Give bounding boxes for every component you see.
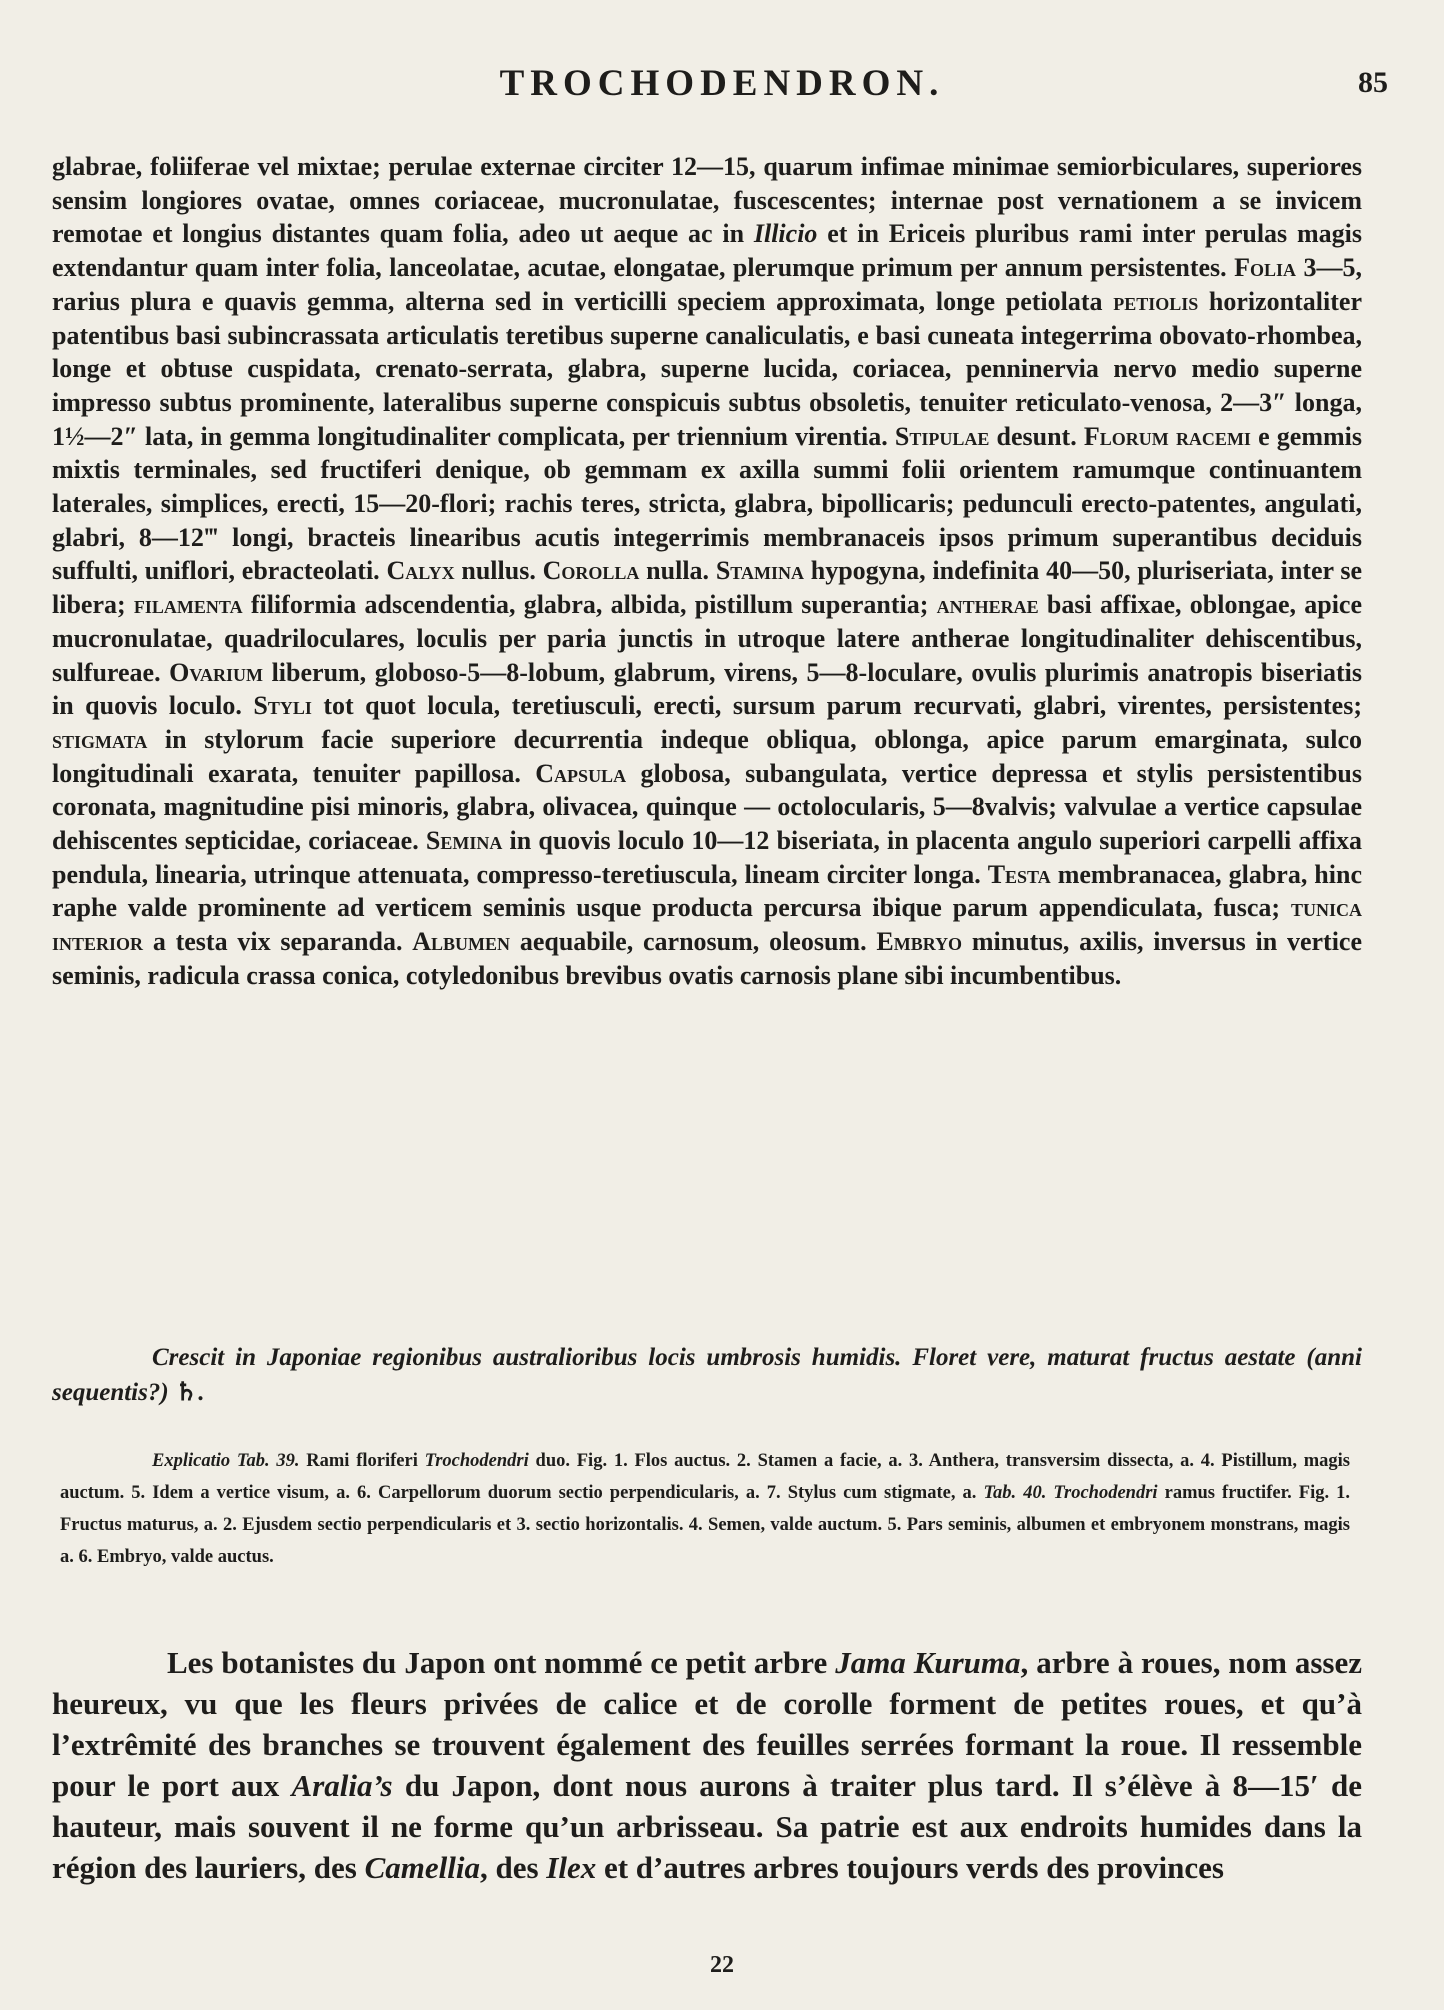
text-run: , arbre à roues, nom assez heureux, vu que les fleurs privées de calice et de corolle forment de petites roues, et qu’à l’extrêmité des branches se trouvent également des feuilles serrées formant la roue. Il ressemble pour le port aux	[52, 1645, 1362, 1803]
genus-name-ilex: Ilex	[546, 1850, 597, 1885]
term-racemi: racemi	[1175, 421, 1251, 451]
term-filamenta: filamenta	[133, 590, 243, 620]
text-run: e gemmis mixtis terminales, sed fructiferi denique, ob gemmam ex axilla summi folii orientem ramumque continuantem laterales, simplices, erecti, 15—20-flori; rachis teres, stricta, glabra, bipollicaris; pedunculi erecto-patentes, angulati, glabri, 8—12‴ longi, bracteis linearibus acutis integerrimis membranaceis ipsos primum superantibus deciduis suffulti, uniflori, ebracteolati.	[52, 421, 1362, 586]
plate-explanation	[60, 1445, 1350, 1573]
term-testa: Testa	[987, 859, 1051, 889]
term-stigmata: stigmata	[52, 724, 148, 754]
text-run: , des	[479, 1850, 547, 1885]
text-run: ramus fructifer. Fig. 1. Fructus maturus, a. 2. Ejusdem sectio perpendicularis et 3. sectio horizontalis. 4. Semen, valde auctum. 5. Pars seminis, albumen et embryonem monstrans, magis a. 6. Embryo, valde auctus.	[60, 1483, 1351, 1567]
page-number: 85	[1358, 66, 1388, 99]
text-run: du Japon, dont nous aurons à traiter plus tard. Il s’élève à 8—15′ de hauteur, mais souvent il ne forme qu’un arbrisseau. Sa patrie est aux endroits humides dans la région des lauriers, des	[52, 1768, 1362, 1885]
explicatio-paragraph	[60, 1445, 1350, 1573]
term-florum: Florum	[1083, 421, 1169, 451]
japanese-name: Jama Kuruma	[835, 1645, 1021, 1680]
text-run: et d’autres arbres toujours verds des provinces	[596, 1850, 1224, 1885]
term-albumen: Albumen	[412, 927, 511, 957]
term-petiolis: petiolis	[1113, 286, 1199, 316]
term-capsula: Capsula	[535, 758, 627, 788]
habitat-text: Crescit in Japoniae regionibus australioribus locis umbrosis humidis. Floret vere, maturat fructus aestate (anni sequentis?)	[52, 1344, 1362, 1406]
text-run: desunt.	[989, 421, 1084, 451]
genus-name-camellia: Camellia	[364, 1850, 480, 1885]
term-folia: Folia	[1234, 253, 1297, 283]
text-run: in stylorum facie superiore decurrentia indeque obliqua, oblonga, apice parum emarginata, sulco longitudinali exarata, tenuiter papillosa.	[52, 724, 1362, 788]
genus-name-illicium: Illicio	[753, 219, 818, 249]
genus-name-trochodendron: Trochodendri	[424, 1451, 529, 1471]
shrub-symbol: ♄.	[174, 1379, 204, 1406]
genus-name-aralia: Aralia’s	[291, 1768, 393, 1803]
text-run: Rami floriferi	[299, 1451, 425, 1471]
term-stipulae: Stipulae	[894, 421, 990, 451]
term-calyx: Calyx	[386, 556, 455, 586]
term-ovarium: Ovarium	[169, 657, 264, 687]
text-run: filiformia adscendentia, glabra, albida, pistillum superantia;	[242, 590, 937, 620]
explicatio-label: Explicatio Tab. 39.	[152, 1451, 300, 1471]
term-tunica-interior: tunica interior	[52, 893, 1362, 957]
text-run: et in Ericeis pluribus rami inter perulas magis extendantur quam inter folia, lanceolatae, acutae, elongatae, plerumque primum per annum persistentes.	[52, 219, 1362, 283]
text-run: duo. Fig. 1. Flos auctus. 2. Stamen a facie, a. 3. Anthera, transversim dissecta, a. 4. Pistillum, magis auctum. 5. Idem a vertice visum, a. 6. Carpellorum duorum sectio perpendicularis, a. 7. Stylus cum stigmate, a.	[60, 1451, 1350, 1503]
text-run: aequabile, carnosum, oleosum.	[510, 927, 877, 957]
text-run: glabrae, foliiferae vel mixtae; perulae externae circiter 12—15, quarum infimae minimae semiorbiculares, superiores sensim longiores ovatae, omnes coriaceae, mucronulatae, fuscescentes; internae post vernationem a se invicem remotae et longius distantes quam folia, adeo ut aeque ac in	[52, 152, 1362, 249]
term-styli: Styli	[253, 691, 312, 721]
french-commentary	[52, 1642, 1362, 1888]
term-embryo: Embryo	[876, 927, 963, 957]
term-corolla: Corolla	[542, 556, 640, 586]
text-run: 3—5, rarius plura e quavis gemma, alterna sed in verticilli speciem approximata, longe petiolata	[52, 253, 1362, 316]
text-run: globosa, subangulata, vertice depressa et stylis persistentibus coronata, magnitudine pisi minoris, glabra, olivacea, quinque — octolocularis, 5—8valvis; valvulae a vertice capsulae dehiscentes septicidae, coriaceae.	[52, 758, 1362, 856]
term-semina: Semina	[425, 826, 503, 856]
text-run: membranacea, glabra, hinc raphe valde prominente ad verticem seminis usque producta percursa ibique parum appendiculata, fusca;	[52, 859, 1362, 923]
term-antherae: antherae	[936, 590, 1039, 620]
text-run: in quovis loculo 10—12 biseriata, in placenta angulo superiori carpelli affixa pendula, linearia, utrinque attenuata, compresso-teretiuscula, lineam circiter longa.	[52, 826, 1362, 889]
text-run: tot quot locula, teretiusculi, erecti, sursum parum recurvati, glabri, virentes, persistentes;	[311, 691, 1362, 721]
text-run: liberum, globoso-5—8-lobum, glabrum, virens, 5—8-loculare, ovulis plurimis anatropis biseriatis in quovis loculo.	[52, 657, 1362, 721]
genus-name-trochodendron: Trochodendri	[1053, 1483, 1158, 1503]
french-paragraph	[52, 1642, 1362, 1888]
text-run: horizontaliter patentibus basi subincrassata articulatis teretibus superne canaliculatis, e basi cuneata integerrima obovato-rhombea, longe et obtuse cuspidata, crenato-serrata, glabra, superne lucida, coriacea, penninervia nervo medio superne impresso subtus prominente, lateralibus superne conspicuis subtus obsoletis, tenuiter reticulato-venosa, 2—3″ longa, 1½—2″ lata, in gemma longitudinaliter complicata, per triennium virentia.	[52, 286, 1362, 451]
text-run: a testa vix separanda.	[143, 927, 413, 957]
habitat-note	[52, 1340, 1362, 1410]
text-run: Les botanistes du Japon ont nommé ce petit arbre	[167, 1645, 836, 1680]
term-stamina: Stamina	[715, 556, 804, 586]
text-run: hypogyna, indefinita 40—50, pluriseriata, inter se libera;	[52, 556, 1362, 620]
running-title: TROCHODENDRON.	[499, 63, 945, 104]
printer-signature: 22	[710, 1952, 734, 1978]
text-run: minutus, axilis, inversus in vertice seminis, radicula crassa conica, cotyledonibus brevibus ovatis carnosis plane sibi incumbentibus.	[52, 927, 1363, 990]
species-description	[52, 150, 1362, 993]
text-run: nulla.	[639, 556, 716, 586]
description-paragraph	[52, 150, 1362, 993]
plate-reference-40: Tab. 40.	[983, 1483, 1047, 1503]
habitat-paragraph	[52, 1340, 1362, 1410]
text-run: basi affixae, oblongae, apice mucronulatae, quadriloculares, loculis per paria junctis in utroque latere antherae longitudinaliter dehiscentibus, sulfureae.	[52, 590, 1362, 687]
text-run: nullus.	[454, 556, 543, 586]
page-header	[56, 62, 1388, 110]
